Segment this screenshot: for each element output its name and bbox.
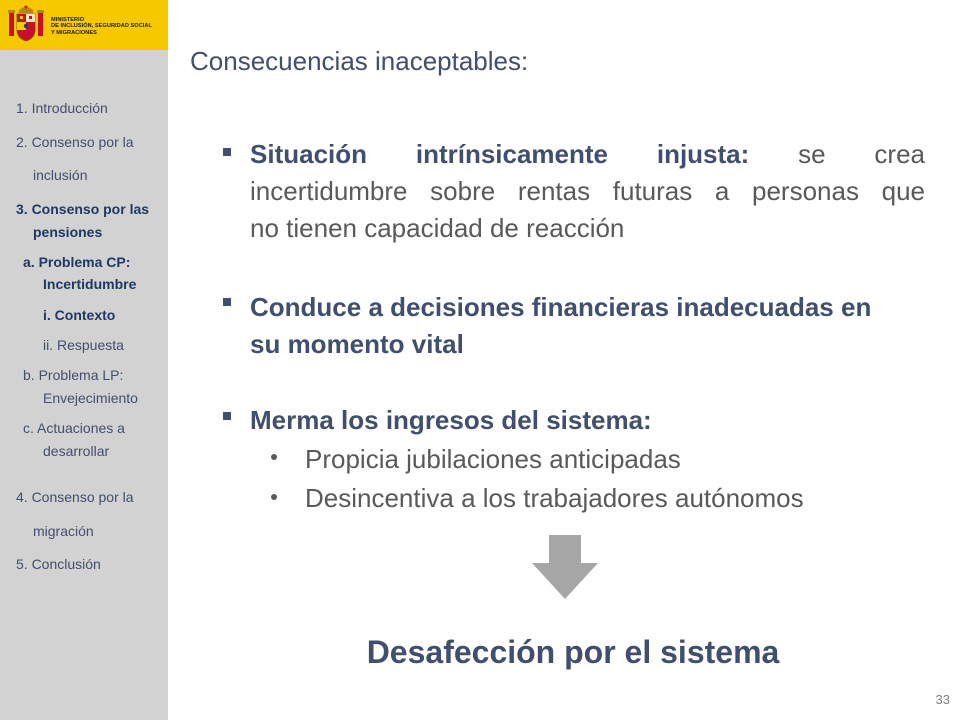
- ministry-logo: [0, 0, 168, 50]
- sidebar-item-problema-cp[interactable]: a. Problema CP:: [23, 254, 131, 270]
- sidebar-item-consenso-migracion-cont[interactable]: migración: [33, 523, 94, 539]
- ministry-line: MINISTERIO: [51, 17, 85, 23]
- bullet-line: [250, 136, 925, 173]
- sidebar-item-actuaciones[interactable]: c. Actuaciones a: [23, 420, 125, 436]
- square-bullet-icon: [223, 298, 231, 306]
- bullet-heading: Merma los ingresos del sistema:: [250, 405, 652, 435]
- sub-bullet-text: Desincentiva a los trabajadores autónomos: [305, 483, 804, 513]
- sidebar-item-actuaciones-cont[interactable]: desarrollar: [43, 443, 110, 459]
- square-bullet-icon: [223, 148, 231, 156]
- sidebar-item-problema-lp[interactable]: b. Problema LP:: [23, 367, 124, 383]
- round-bullet-icon: [271, 454, 277, 460]
- bullet-merma-ingresos: [250, 402, 925, 439]
- sidebar-item-consenso-migracion[interactable]: 4. Consenso por la: [16, 489, 134, 505]
- bullet-line: no tienen capacidad de reacción: [250, 213, 625, 243]
- bullet-decisiones-financieras: [250, 289, 925, 363]
- sidebar-item-respuesta[interactable]: ii. Respuesta: [43, 337, 124, 353]
- bullet-heading: Situación intrínsicamente injusta:: [250, 139, 750, 169]
- sidebar-item-consenso-pensiones[interactable]: 3. Consenso por las: [16, 201, 150, 217]
- bullet-line: incertidumbre sobre rentas futuras a personas que: [250, 176, 925, 206]
- sidebar-item-problema-lp-cont[interactable]: Envejecimiento: [43, 390, 138, 406]
- round-bullet-icon: [271, 494, 277, 500]
- page-number: 33: [935, 692, 950, 707]
- down-arrow-icon: [532, 535, 598, 599]
- sidebar-item-contexto[interactable]: i. Contexto: [43, 307, 116, 323]
- sidebar-item-problema-cp-cont[interactable]: Incertidumbre: [43, 276, 137, 292]
- conclusion-text: Desafección por el sistema: [366, 634, 780, 670]
- sidebar-item-consenso-inclusion-cont[interactable]: inclusión: [33, 167, 88, 183]
- sidebar-item-introduccion[interactable]: 1. Introducción: [16, 100, 108, 116]
- ministry-line: DE INCLUSIÓN, SEGURIDAD SOCIAL: [51, 23, 152, 30]
- bullet-situacion-injusta: [250, 136, 925, 247]
- ministry-line: Y MIGRACIONES: [51, 29, 97, 36]
- sub-bullet-text: Propicia jubilaciones anticipadas: [305, 444, 681, 474]
- coat-of-arms-icon: [8, 4, 44, 44]
- sidebar-item-conclusion[interactable]: 5. Conclusión: [16, 556, 101, 572]
- sidebar-item-consenso-inclusion[interactable]: 2. Consenso por la: [16, 134, 134, 150]
- bullet-line: su momento vital: [250, 329, 464, 359]
- ministry-name: [51, 17, 166, 36]
- square-bullet-icon: [223, 412, 231, 420]
- slide-title: Consecuencias inaceptables:: [190, 46, 529, 76]
- bullet-line: Conduce a decisiones financieras inadecuadas en: [250, 292, 872, 322]
- bullet-text: se crea: [749, 139, 925, 169]
- sidebar-item-consenso-pensiones-cont[interactable]: pensiones: [33, 224, 103, 240]
